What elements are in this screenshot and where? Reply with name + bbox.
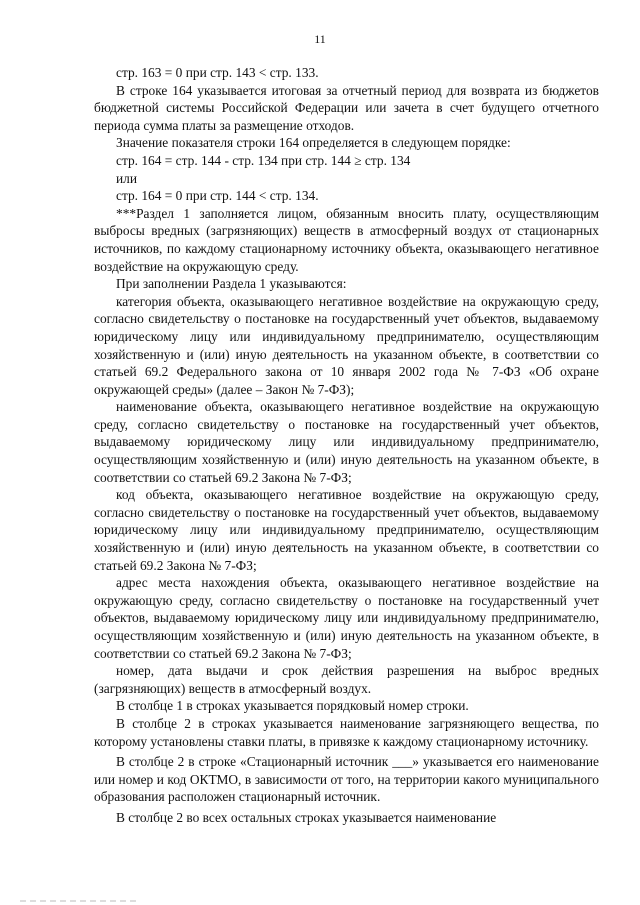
page-number: 11 [314, 32, 326, 46]
paragraph: При заполнении Раздела 1 указываются: [116, 276, 347, 292]
list-item: код объекта, оказывающего негативное воздействие на окружающую среду, согласно свидетельству о постановке на государственный учет объектов, выдаваемому юридическому лицу или индивидуальному предпринимателю, осуществляющим хозяйственную и (или) иную деятельность на указанном объекте, в соответствии со статьей 69.2 Закона № 7-ФЗ; [94, 487, 599, 573]
paragraph: В строке 164 указывается итоговая за отчетный период для возврата из бюджетов бюджетной системы Российской Федерации или зачета в счет будущего отчетного периода сумма платы за размещение отходов. [94, 82, 599, 133]
formula-line: стр. 163 = 0 при стр. 143 < стр. 133. [116, 65, 319, 80]
paragraph: ***Раздел 1 заполняется лицом, обязанным вносить плату, осуществляющим выбросы вредных (загрязняющих) веществ в атмосферный воздух от стационарных источников, по каждому стационарному источнику объекта, оказывающего негативное воздействие на окружающую среду. [94, 205, 599, 274]
paragraph: В столбце 2 в строках указывается наименование загрязняющего вещества, по которому установлены ставки платы, в привязке к каждому стационарному источнику. [94, 715, 599, 749]
paragraph: Значение показателя строки 164 определяется в следующем порядке: [116, 135, 511, 151]
list-item: категория объекта, оказывающего негативное воздействие на окружающую среду, согласно свидетельству о постановке на государственный учет объектов, выдаваемому юридическому лицу или индивидуальному предпринимателю, осуществляющим хозяйственную и (или) иную деятельность на указанном объекте, в соответствии со статьей 69.2 Федерального закона от 10 января 2002 года № 7-ФЗ «Об охране окружающей среды» (далее – Закон № 7-ФЗ); [94, 293, 599, 397]
formula-line: стр. 164 = стр. 144 - стр. 134 при стр. 144 ≥ стр. 134 [116, 152, 411, 168]
list-item: адрес места нахождения объекта, оказывающего негативное воздействие на окружающую среду, согласно свидетельству о постановке на государственный учет объектов, выдаваемому юридическому лицу или индивидуальному предпринимателю, осуществляющим хозяйственную и (или) иную деятельность на указанном объекте, в соответствии со статьей 69.2 Закона № 7-ФЗ; [94, 575, 599, 661]
list-item: наименование объекта, оказывающего негативное воздействие на окружающую среду, согласно свидетельству о постановке на государственный учет объектов, выдаваемому юридическому лицу или индивидуальному предпринимателю, осуществляющим хозяйственную и (или) иную деятельность на указанном объекте, в соответствии со статьей 69.2 Закона № 7-ФЗ; [94, 399, 599, 485]
paragraph: В столбце 1 в строках указывается порядковый номер строки. [116, 698, 469, 714]
list-item: номер, дата выдачи и срок действия разрешения на выброс вредных (загрязняющих) веществ в атмосферный воздух. [94, 663, 599, 696]
document-body [94, 64, 599, 827]
conjunction-line: или [116, 170, 138, 186]
paragraph: В столбце 2 во всех остальных строках указывается наименование [116, 809, 497, 825]
scan-artifact [20, 900, 140, 902]
paragraph: В столбце 2 в строке «Стационарный источник ___» указывается его наименование или номер и код ОКТМО, в зависимости от того, на территории какого муниципального образования расположен стационарный источник. [94, 754, 599, 805]
formula-line: стр. 164 = 0 при стр. 144 < стр. 134. [116, 188, 319, 204]
